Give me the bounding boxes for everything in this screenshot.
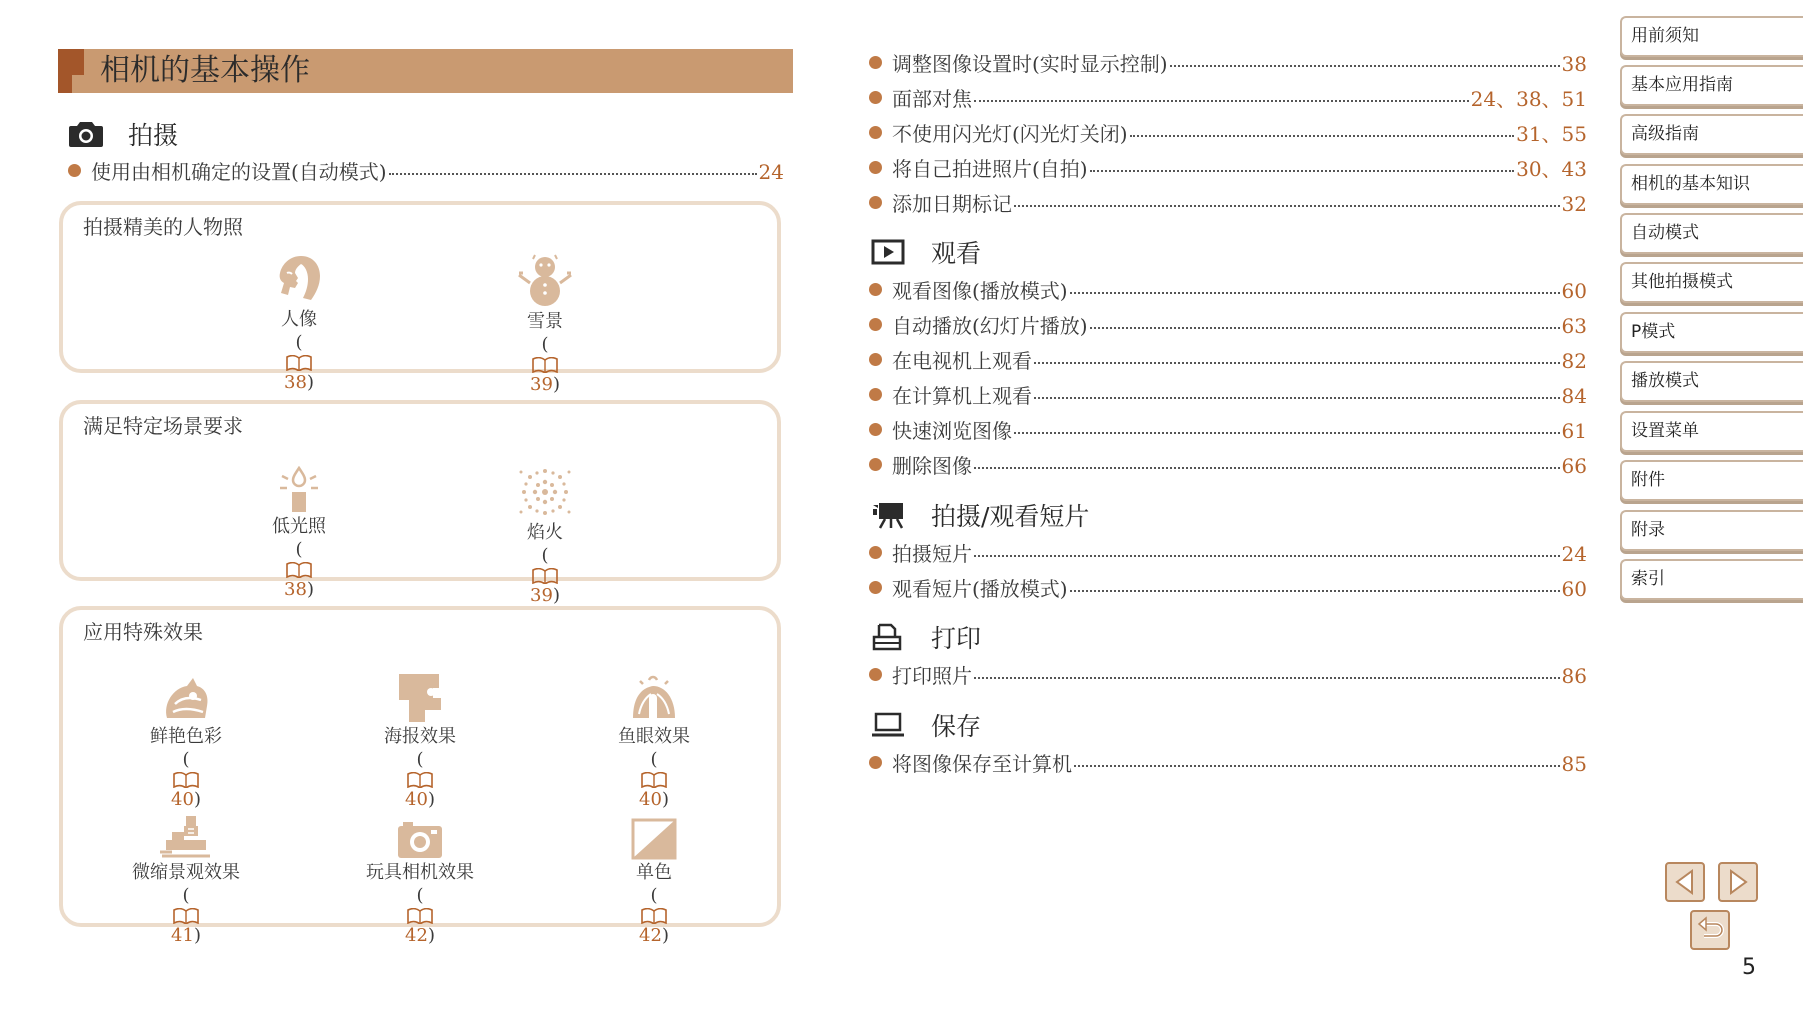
line-label: 自动播放(幻灯片播放) — [892, 314, 1088, 338]
scene-name: 低光照 — [272, 516, 326, 537]
book-icon — [407, 772, 433, 788]
dot-leader — [1070, 590, 1560, 592]
bullet-dot — [68, 164, 81, 177]
line-label: 在计算机上观看 — [892, 384, 1032, 408]
toc-line[interactable] — [869, 450, 1587, 479]
tab-settings-menu[interactable]: 设置菜单 — [1620, 411, 1803, 452]
poster-effect-icon — [395, 672, 445, 724]
line-label: 将自己拍进照片(自拍) — [892, 157, 1088, 181]
camera-icon — [68, 119, 108, 149]
book-icon — [173, 908, 199, 924]
effect-item-monochrome[interactable] — [574, 818, 734, 948]
scene-item-low-light[interactable] — [219, 466, 379, 602]
page-ref[interactable]: 24 — [758, 160, 784, 184]
page-ref[interactable]: 61 — [1561, 419, 1587, 443]
bullet-dot — [869, 283, 882, 296]
bullet-dot — [869, 318, 882, 331]
page-title: 相机的基本操作 — [100, 53, 310, 88]
shoot-auto-line[interactable] — [68, 156, 784, 185]
bullet-dot — [869, 56, 882, 69]
bullet-dot — [869, 668, 882, 681]
book-icon — [173, 772, 199, 788]
computer-icon — [871, 710, 911, 740]
page-ref[interactable]: 24 — [1561, 542, 1587, 566]
line-label: 添加日期标记 — [892, 192, 1012, 216]
toc-line[interactable] — [869, 380, 1587, 409]
dot-leader — [974, 467, 1560, 469]
section-shoot-heading — [68, 116, 178, 152]
effect-item-poster[interactable] — [340, 672, 500, 812]
tab-before-use[interactable]: 用前须知 — [1620, 16, 1803, 57]
line-label: 使用由相机确定的设置(自动模式) — [91, 160, 387, 184]
bullet-dot — [869, 546, 882, 559]
page-ref[interactable]: ( 38) — [284, 539, 314, 600]
dot-leader — [1170, 65, 1560, 67]
tab-index[interactable]: 索引 — [1620, 559, 1803, 600]
dot-leader — [974, 677, 1560, 679]
toc-line[interactable] — [869, 188, 1587, 217]
page-number: 5 — [1742, 955, 1756, 980]
box-special-scenes — [59, 400, 781, 606]
effect-name: 玩具相机效果 — [366, 862, 474, 883]
title-marker — [58, 49, 84, 75]
effect-name: 微缩景观效果 — [132, 862, 240, 883]
monochrome-icon — [631, 818, 677, 860]
tab-basic-guide[interactable]: 基本应用指南 — [1620, 65, 1803, 106]
box-title: 应用特殊效果 — [83, 620, 203, 644]
page-ref[interactable]: 63 — [1561, 314, 1587, 338]
bullet-dot — [869, 126, 882, 139]
tab-camera-basics[interactable]: 相机的基本知识 — [1620, 164, 1803, 205]
scene-name: 焰火 — [527, 522, 563, 543]
page-ref[interactable]: 31、55 — [1516, 122, 1587, 146]
printer-icon — [871, 622, 911, 652]
miniature-icon — [158, 814, 214, 860]
tab-auto-mode[interactable]: 自动模式 — [1620, 213, 1803, 254]
page-ref[interactable]: 85 — [1561, 752, 1587, 776]
bullet-dot — [869, 756, 882, 769]
fireworks-icon — [515, 464, 575, 520]
return-icon — [1696, 916, 1724, 944]
section-print-heading — [871, 619, 981, 655]
box-special-effects — [59, 606, 781, 946]
book-icon — [641, 908, 667, 924]
scene-item-snow[interactable] — [465, 253, 625, 397]
page-ref[interactable]: ( 38) — [284, 332, 314, 393]
next-page-button[interactable] — [1718, 862, 1758, 902]
bullet-dot — [869, 161, 882, 174]
page-ref[interactable]: ( 40) — [639, 749, 669, 810]
bullet-dot — [869, 388, 882, 401]
portrait-icon — [273, 253, 325, 307]
tab-advanced-guide[interactable]: 高级指南 — [1620, 114, 1803, 155]
section-movie-heading — [871, 497, 1089, 533]
page-ref[interactable]: 32 — [1561, 192, 1587, 216]
book-icon — [407, 908, 433, 924]
scene-name: 人像 — [281, 309, 317, 330]
effect-name: 海报效果 — [384, 726, 456, 747]
page-ref[interactable]: 30、43 — [1516, 157, 1587, 181]
arrow-left-icon — [1674, 869, 1696, 895]
vivid-color-icon — [159, 674, 213, 724]
book-icon — [532, 568, 558, 584]
scene-name: 雪景 — [527, 311, 563, 332]
title-marker-tail — [58, 75, 72, 93]
line-label: 面部对焦 — [892, 87, 972, 111]
dot-leader — [1090, 327, 1560, 329]
effect-item-vivid[interactable] — [106, 674, 266, 812]
effect-item-fisheye[interactable] — [574, 674, 734, 812]
return-button[interactable] — [1690, 910, 1730, 950]
fisheye-icon — [627, 674, 681, 724]
box-title: 拍摄精美的人物照 — [83, 215, 243, 239]
line-label: 不使用闪光灯(闪光灯关闭) — [892, 122, 1128, 146]
movie-icon — [871, 500, 911, 530]
snow-icon — [515, 253, 575, 309]
book-icon — [641, 772, 667, 788]
line-label: 将图像保存至计算机 — [892, 752, 1072, 776]
tab-accessories[interactable]: 附件 — [1620, 460, 1803, 501]
effect-name: 单色 — [636, 862, 672, 883]
box-title: 满足特定场景要求 — [83, 414, 243, 438]
dot-leader — [1014, 432, 1560, 434]
dot-leader — [974, 100, 1469, 102]
page-ref[interactable]: 24、38、51 — [1470, 87, 1587, 111]
page-ref[interactable]: 66 — [1561, 454, 1587, 478]
toy-camera-icon — [395, 820, 445, 860]
low-light-icon — [274, 466, 324, 514]
page-ref[interactable]: ( 39) — [530, 334, 560, 395]
toc-line[interactable] — [869, 573, 1587, 602]
page-ref[interactable]: ( 39) — [530, 545, 560, 606]
line-label: 调整图像设置时(实时显示控制) — [892, 52, 1168, 76]
page-title-bar — [58, 49, 793, 93]
section-view-title: 观看 — [931, 239, 982, 268]
tab-playback-mode[interactable]: 播放模式 — [1620, 361, 1803, 402]
line-label: 观看短片(播放模式) — [892, 577, 1068, 601]
section-save-title: 保存 — [931, 712, 982, 741]
toc-line[interactable] — [869, 275, 1587, 304]
line-label: 打印照片 — [892, 664, 972, 688]
dot-leader — [1034, 362, 1560, 364]
line-label: 观看图像(播放模式) — [892, 279, 1068, 303]
page-ref[interactable]: 38 — [1561, 52, 1587, 76]
bullet-dot — [869, 91, 882, 104]
line-label: 在电视机上观看 — [892, 349, 1032, 373]
play-icon — [871, 237, 911, 267]
dot-leader — [1014, 205, 1560, 207]
section-shoot-title: 拍摄 — [128, 121, 179, 150]
book-icon — [532, 357, 558, 373]
prev-page-button[interactable] — [1665, 862, 1705, 902]
bullet-dot — [869, 196, 882, 209]
book-icon — [286, 355, 312, 371]
line-label: 删除图像 — [892, 454, 972, 478]
section-print-title: 打印 — [931, 624, 982, 653]
page-ref[interactable]: 84 — [1561, 384, 1587, 408]
toc-line[interactable] — [869, 153, 1587, 182]
effect-item-miniature[interactable] — [106, 814, 266, 948]
tab-appendix[interactable]: 附录 — [1620, 510, 1803, 551]
book-icon — [286, 562, 312, 578]
page-ref[interactable]: 82 — [1561, 349, 1587, 373]
bullet-dot — [869, 581, 882, 594]
toc-line[interactable] — [869, 345, 1587, 374]
toc-line[interactable] — [869, 48, 1587, 77]
dot-leader — [1034, 397, 1560, 399]
dot-leader — [974, 555, 1560, 557]
effect-name: 鱼眼效果 — [618, 726, 690, 747]
section-save-heading — [871, 707, 981, 743]
dot-leader — [1130, 135, 1514, 137]
bullet-dot — [869, 458, 882, 471]
section-movie-title: 拍摄/观看短片 — [931, 502, 1090, 531]
scene-item-fireworks[interactable] — [465, 464, 625, 608]
dot-leader — [1074, 765, 1560, 767]
bullet-dot — [869, 423, 882, 436]
line-label: 快速浏览图像 — [892, 419, 1012, 443]
dot-leader — [1090, 170, 1514, 172]
page-ref[interactable]: ( 40) — [171, 749, 201, 810]
bullet-dot — [869, 353, 882, 366]
effect-item-toy-camera[interactable] — [340, 820, 500, 948]
scene-item-portrait[interactable] — [219, 253, 379, 395]
page-ref[interactable]: 60 — [1561, 279, 1587, 303]
page-ref[interactable]: ( 42) — [639, 885, 669, 946]
dot-leader — [389, 173, 757, 175]
tab-p-mode[interactable]: P模式 — [1620, 312, 1803, 353]
page-ref[interactable]: ( 41) — [171, 885, 201, 946]
page-ref[interactable]: ( 42) — [405, 885, 435, 946]
arrow-right-icon — [1727, 869, 1749, 895]
tab-other-modes[interactable]: 其他拍摄模式 — [1620, 262, 1803, 303]
page-ref[interactable]: 86 — [1561, 664, 1587, 688]
page-ref[interactable]: ( 40) — [405, 749, 435, 810]
effect-name: 鲜艳色彩 — [150, 726, 222, 747]
dot-leader — [1070, 292, 1560, 294]
toc-line[interactable] — [869, 538, 1587, 567]
toc-line[interactable] — [869, 748, 1587, 777]
toc-line[interactable] — [869, 660, 1587, 689]
line-label: 拍摄短片 — [892, 542, 972, 566]
section-view-heading — [871, 234, 981, 270]
box-portraits — [59, 201, 781, 395]
toc-line[interactable] — [869, 310, 1587, 339]
page-ref[interactable]: 60 — [1561, 577, 1587, 601]
toc-line[interactable] — [869, 83, 1587, 112]
toc-line[interactable] — [869, 415, 1587, 444]
toc-line[interactable] — [869, 118, 1587, 147]
